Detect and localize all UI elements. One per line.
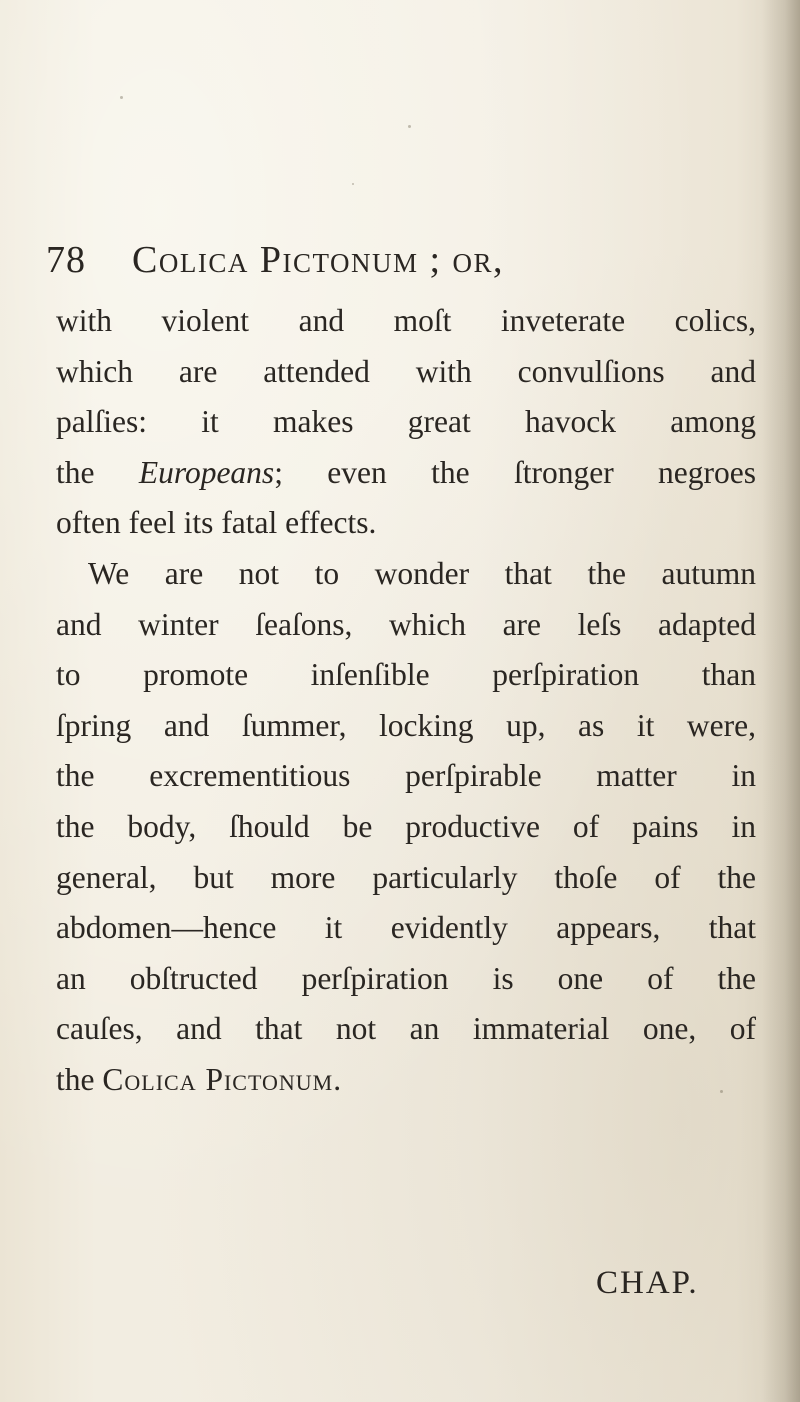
italic-word: Europeans	[138, 454, 275, 490]
paper-speck	[352, 183, 354, 185]
page-number: 78	[46, 239, 86, 281]
text-line: general, but more particularly thoſe of the	[56, 859, 756, 895]
text-line: often feel its fatal effects.	[56, 505, 377, 541]
text-line: abdomen—hence it evidently appears, that	[56, 910, 756, 946]
text-line: cauſes, and that not an immaterial one, of	[56, 1011, 756, 1047]
text-line: with violent and moſt inveterate colics,	[56, 303, 756, 338]
page-header	[46, 238, 746, 288]
text-run: ; even the ſtronger negroes	[274, 454, 757, 490]
running-title: Colica Pictonum ; or,	[132, 239, 505, 281]
text-line	[56, 1055, 756, 1106]
small-caps-title: Colica Pictonum	[102, 1061, 334, 1097]
text-line: an obſtructed perſpiration is one of the	[56, 960, 756, 996]
text-run: .	[333, 1061, 342, 1097]
text-line: and winter ſeaſons, which are leſs adapted	[56, 606, 756, 642]
text-line: the excrementitious perſpirable matter in	[56, 758, 756, 794]
paper-speck	[408, 125, 411, 128]
page-edge-shadow	[762, 0, 800, 1402]
text-line: the body, ſhould be productive of pains in	[56, 808, 756, 844]
text-line: palſies: it makes great havock among	[56, 404, 756, 440]
text-line: ſpring and ſummer, locking up, as it were,	[56, 707, 756, 743]
text-line	[56, 448, 756, 499]
paper-speck	[120, 96, 123, 99]
text-line: to promote inſenſible perſpiration than	[56, 657, 756, 693]
text-run: the	[56, 1061, 103, 1097]
text-run: the	[56, 454, 139, 490]
catchword: CHAP.	[596, 1265, 699, 1301]
body-text	[56, 296, 756, 1106]
text-line: which are attended with convulſions and	[56, 353, 756, 389]
text-line: We are not to wonder that the autumn	[88, 555, 756, 591]
